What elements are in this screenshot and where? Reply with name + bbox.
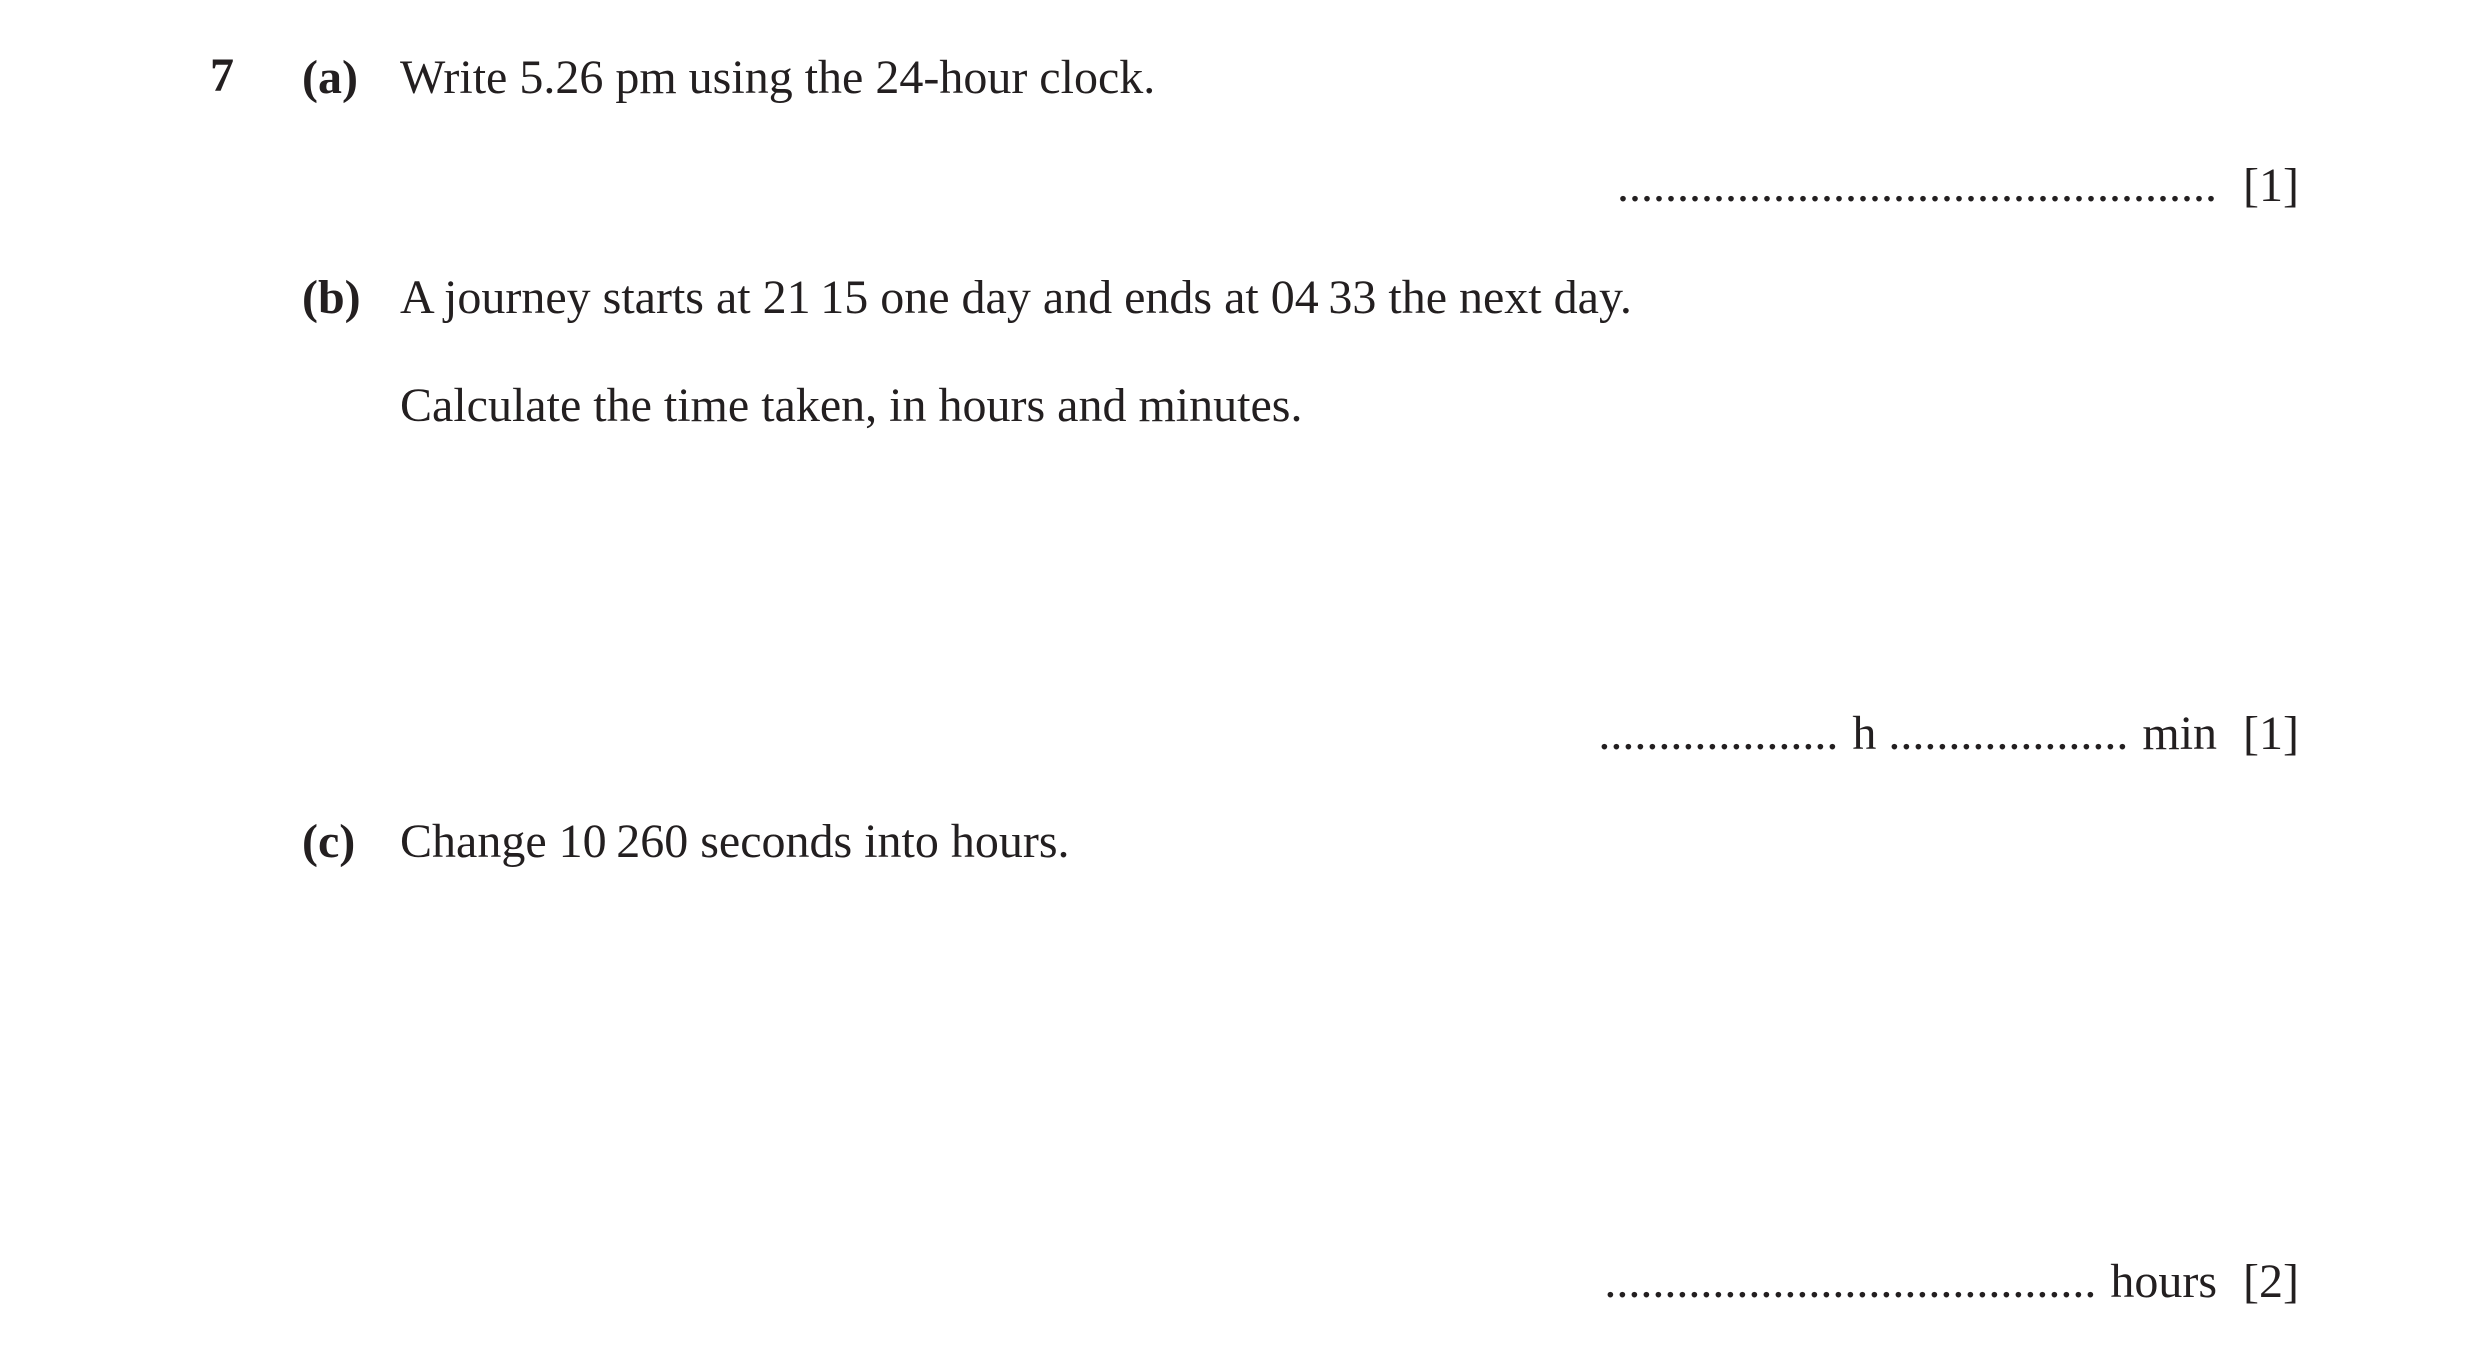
part-b-answer-line[interactable] [1598,707,2299,760]
answer-dots: .................................................. [1617,159,2218,212]
marks-label: [1] [2243,159,2299,212]
hours-unit-label: hours [2110,1255,2218,1308]
answer-dots: ......................................... [1604,1255,2097,1308]
hours-unit-label: h [1852,707,1877,760]
part-c-answer-line[interactable] [1604,1255,2299,1308]
part-b-question-text: A journey starts at 21 15 one day and ends at 04 33 the next day. [400,271,1632,324]
part-a-answer-line[interactable] [1617,159,2299,212]
hours-answer-dots: .................... [1598,707,1839,760]
part-b-instruction-text: Calculate the time taken, in hours and minutes. [400,379,1303,432]
part-c-label: (c) [302,815,356,868]
marks-label: [1] [2243,707,2299,760]
minutes-answer-dots: .................... [1888,707,2129,760]
part-b-label: (b) [302,271,361,324]
minutes-unit-label: min [2142,707,2218,760]
part-a-question-text: Write 5.26 pm using the 24-hour clock. [400,51,1156,104]
marks-label: [2] [2243,1255,2299,1308]
question-number: 7 [210,49,234,102]
part-c-question-text: Change 10 260 seconds into hours. [400,815,1070,868]
part-a-label: (a) [302,51,358,104]
